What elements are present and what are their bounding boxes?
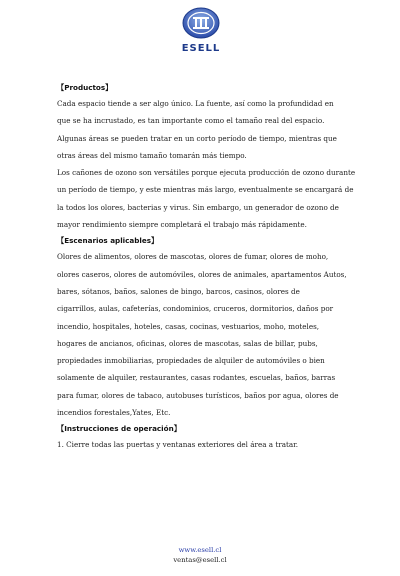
text-line: solamente de alquiler, restaurantes, casas rodantes, escuelas, baños, barras xyxy=(57,373,336,383)
text-line: Cada espacio tiende a ser algo único. La fuente, así como la profundidad en xyxy=(57,99,334,108)
text-line: cigarrillos, aulas, cafeterías, condominios, cruceros, dormitorios, daños por xyxy=(57,304,334,314)
section-instrucciones xyxy=(57,421,357,453)
text-line: olores caseros, olores de automóviles, olores de animales, apartamentos Autos, xyxy=(57,269,347,279)
footer xyxy=(0,545,400,565)
section-heading: 【Escenarios aplicables】 xyxy=(57,236,159,246)
text-line: bares, sótanos, baños, salones de bingo, barcos, casinos, olores de xyxy=(57,286,300,296)
esell-logo-icon xyxy=(172,6,230,54)
text-line: para fumar, olores de tabaco, autobuses turísticos, baños por agua, olores de xyxy=(57,390,339,400)
section-heading: 【Productos】 xyxy=(57,83,113,92)
section-escenarios xyxy=(57,233,357,421)
text-line: incendios forestales,Yates, Etc. xyxy=(57,408,171,418)
text-line: incendio, hospitales, hoteles, casas, cocinas, vestuarios, moho, moteles, xyxy=(57,321,320,331)
text-line: que se ha incrustado, es tan importante como el tamaño real del espacio. xyxy=(57,116,325,126)
text-line: propiedades inmobiliarias, propiedades de alquiler de automóviles o bien xyxy=(57,356,325,366)
text-line: mayor rendimiento siempre completará el trabajo más rápidamente. xyxy=(57,220,307,230)
text-line: Los cañones de ozono son versátiles porque ejecuta producción de ozono durante xyxy=(57,168,356,178)
document-body xyxy=(57,80,357,454)
logo-wordmark: ESELL xyxy=(181,43,221,54)
text-line: Algunas áreas se pueden tratar en un corto período de tiempo, mientras que xyxy=(57,133,337,143)
text-line: hogares de ancianos, oficinas, olores de mascotas, salas de billar, pubs, xyxy=(57,338,318,348)
section-heading: 【Instrucciones de operación】 xyxy=(57,424,181,434)
text-line: un período de tiempo, y este mientras más largo, eventualmente se encargará de xyxy=(57,185,354,195)
text-line: 1. Cierre todas las puertas y ventanas exteriores del área a tratar. xyxy=(57,440,299,450)
website-link[interactable]: www.esell.cl xyxy=(178,546,222,554)
esell-logo xyxy=(172,6,230,54)
text-line: la todos los olores, bacterias y virus. Sin embargo, un generador de ozono de xyxy=(57,202,339,212)
text-line: otras áreas del mismo tamaño tomarán más tiempo. xyxy=(57,150,247,160)
email-link[interactable]: ventas@esell.cl xyxy=(173,556,227,564)
section-productos xyxy=(57,80,357,233)
text-line: Olores de alimentos, olores de mascotas, olores de fumar, olores de moho, xyxy=(57,252,329,262)
